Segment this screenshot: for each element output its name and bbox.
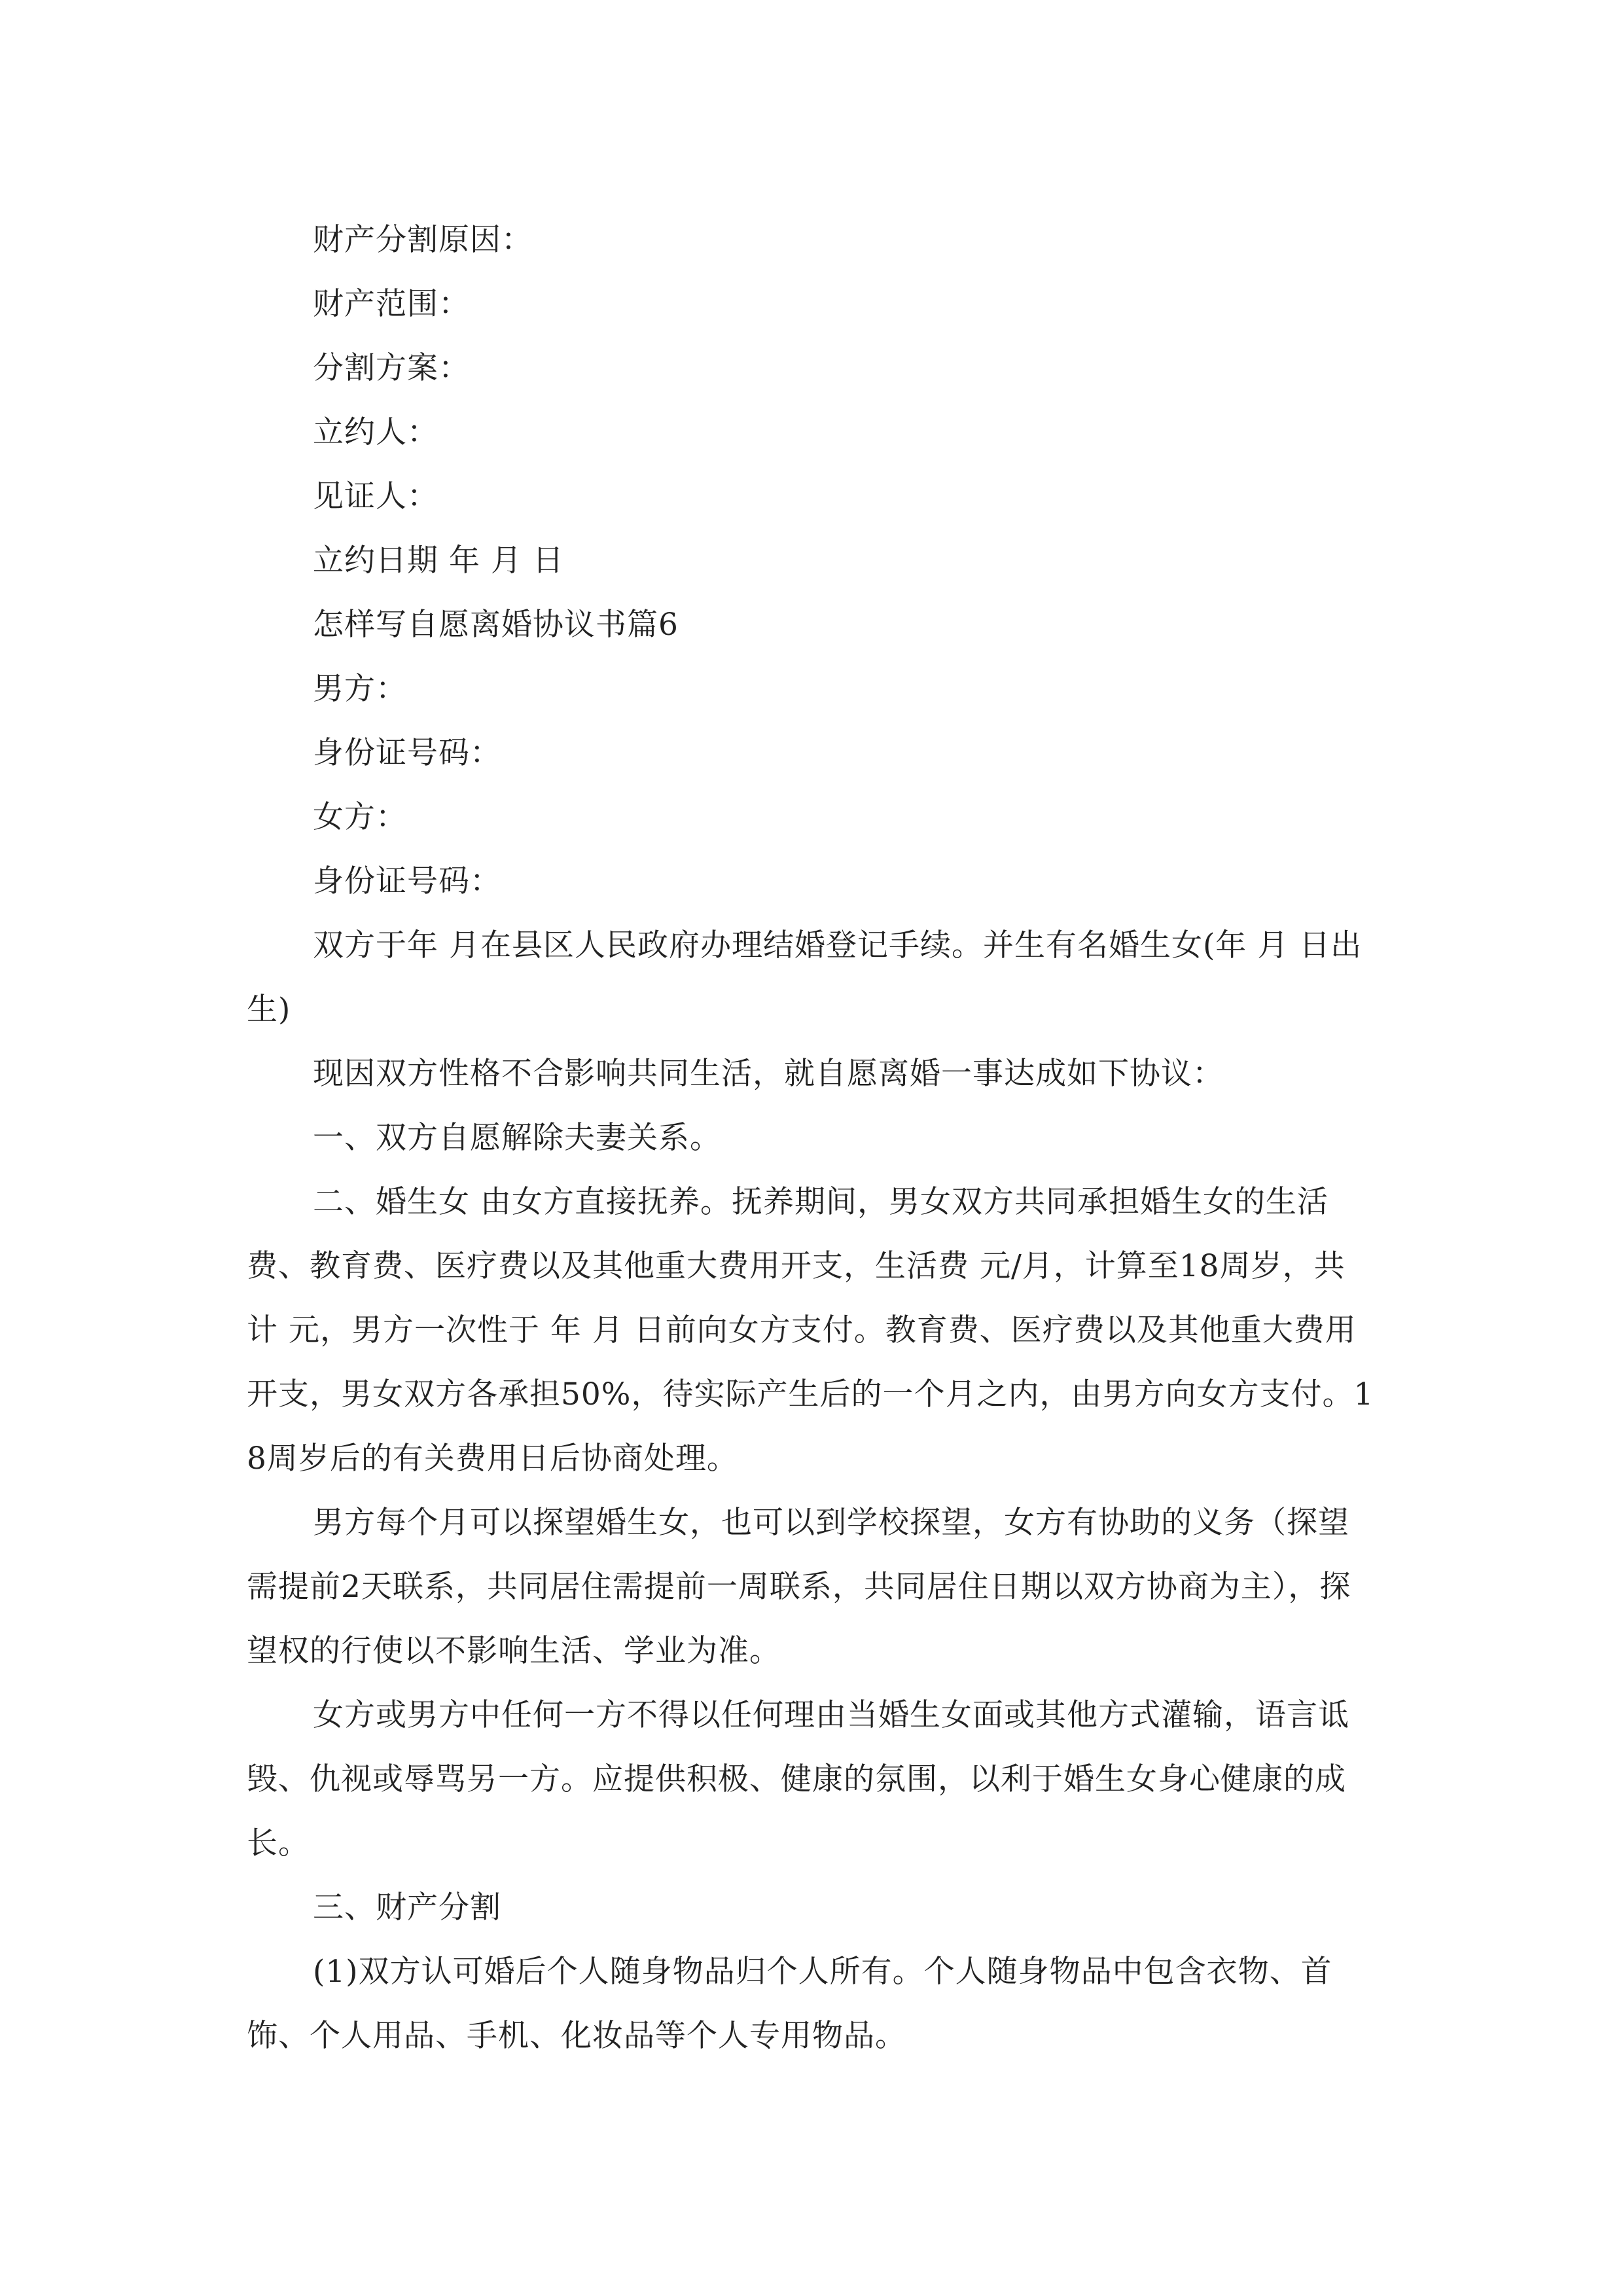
- paragraph-division-plan: 分割方案：: [313, 350, 470, 386]
- clause-three-heading: 三、财产分割: [313, 1890, 501, 1926]
- paragraph-agreement-intro: 现因双方性格不合影响共同生活，就自愿离婚一事达成如下协议：: [313, 1056, 1224, 1092]
- paragraph-visitation: 男方每个月可以探望婚生女，也可以到学校探望，女方有协助的义务（探望需提前2天联系，共同居住需提前一周联系，共同居住日期以双方协商为主），探望权的行使以不影响生活、学业为准。: [247, 1505, 1351, 1669]
- paragraph-property-scope: 财产范围：: [313, 286, 470, 322]
- section-title: 怎样写自愿离婚协议书篇6: [313, 607, 679, 643]
- paragraph-witness: 见证人：: [313, 478, 438, 514]
- paragraph-marriage-registration: 双方于年 月在县区人民政府办理结婚登记手续。并生有名婚生女(年 月 日出生): [247, 927, 1363, 1028]
- paragraph-female-party: 女方：: [313, 799, 407, 835]
- paragraph-personal-items: (1)双方认可婚后个人随身物品归个人所有。个人随身物品中包含衣物、首饰、个人用品、手机、化妆品等个人专用物品。: [247, 1954, 1332, 2054]
- document-body: [247, 208, 1376, 2068]
- paragraph-male-party: 男方：: [313, 671, 407, 707]
- clause-two-custody: 二、婚生女 由女方直接抚养。抚养期间，男女双方共同承担婚生女的生活费、教育费、医疗费以及其他重大费用开支，生活费 元/月，计算至18周岁，共计 元，男方一次性于 年 月 日前向女方支付。教育费、医疗费以及其他重大费用开支，男女双方各承担50%，待实际产生后的一个月之内，由男方向女方支付。18周岁后的有关费用日后协商处理。: [247, 1184, 1374, 1477]
- paragraph-contract-date: 立约日期 年 月 日: [313, 543, 564, 579]
- clause-one: 一、双方自愿解除夫妻关系。: [313, 1120, 721, 1156]
- paragraph-property-reason: 财产分割原因：: [313, 222, 533, 258]
- paragraph-contractor: 立约人：: [313, 414, 438, 450]
- paragraph-non-disparagement: 女方或男方中任何一方不得以任何理由当婚生女面或其他方式灌输，语言诋毁、仇视或辱骂另一方。应提供积极、健康的氛围，以利于婚生女身心健康的成长。: [247, 1697, 1349, 1861]
- paragraph-male-id: 身份证号码：: [313, 735, 501, 771]
- paragraph-female-id: 身份证号码：: [313, 863, 501, 899]
